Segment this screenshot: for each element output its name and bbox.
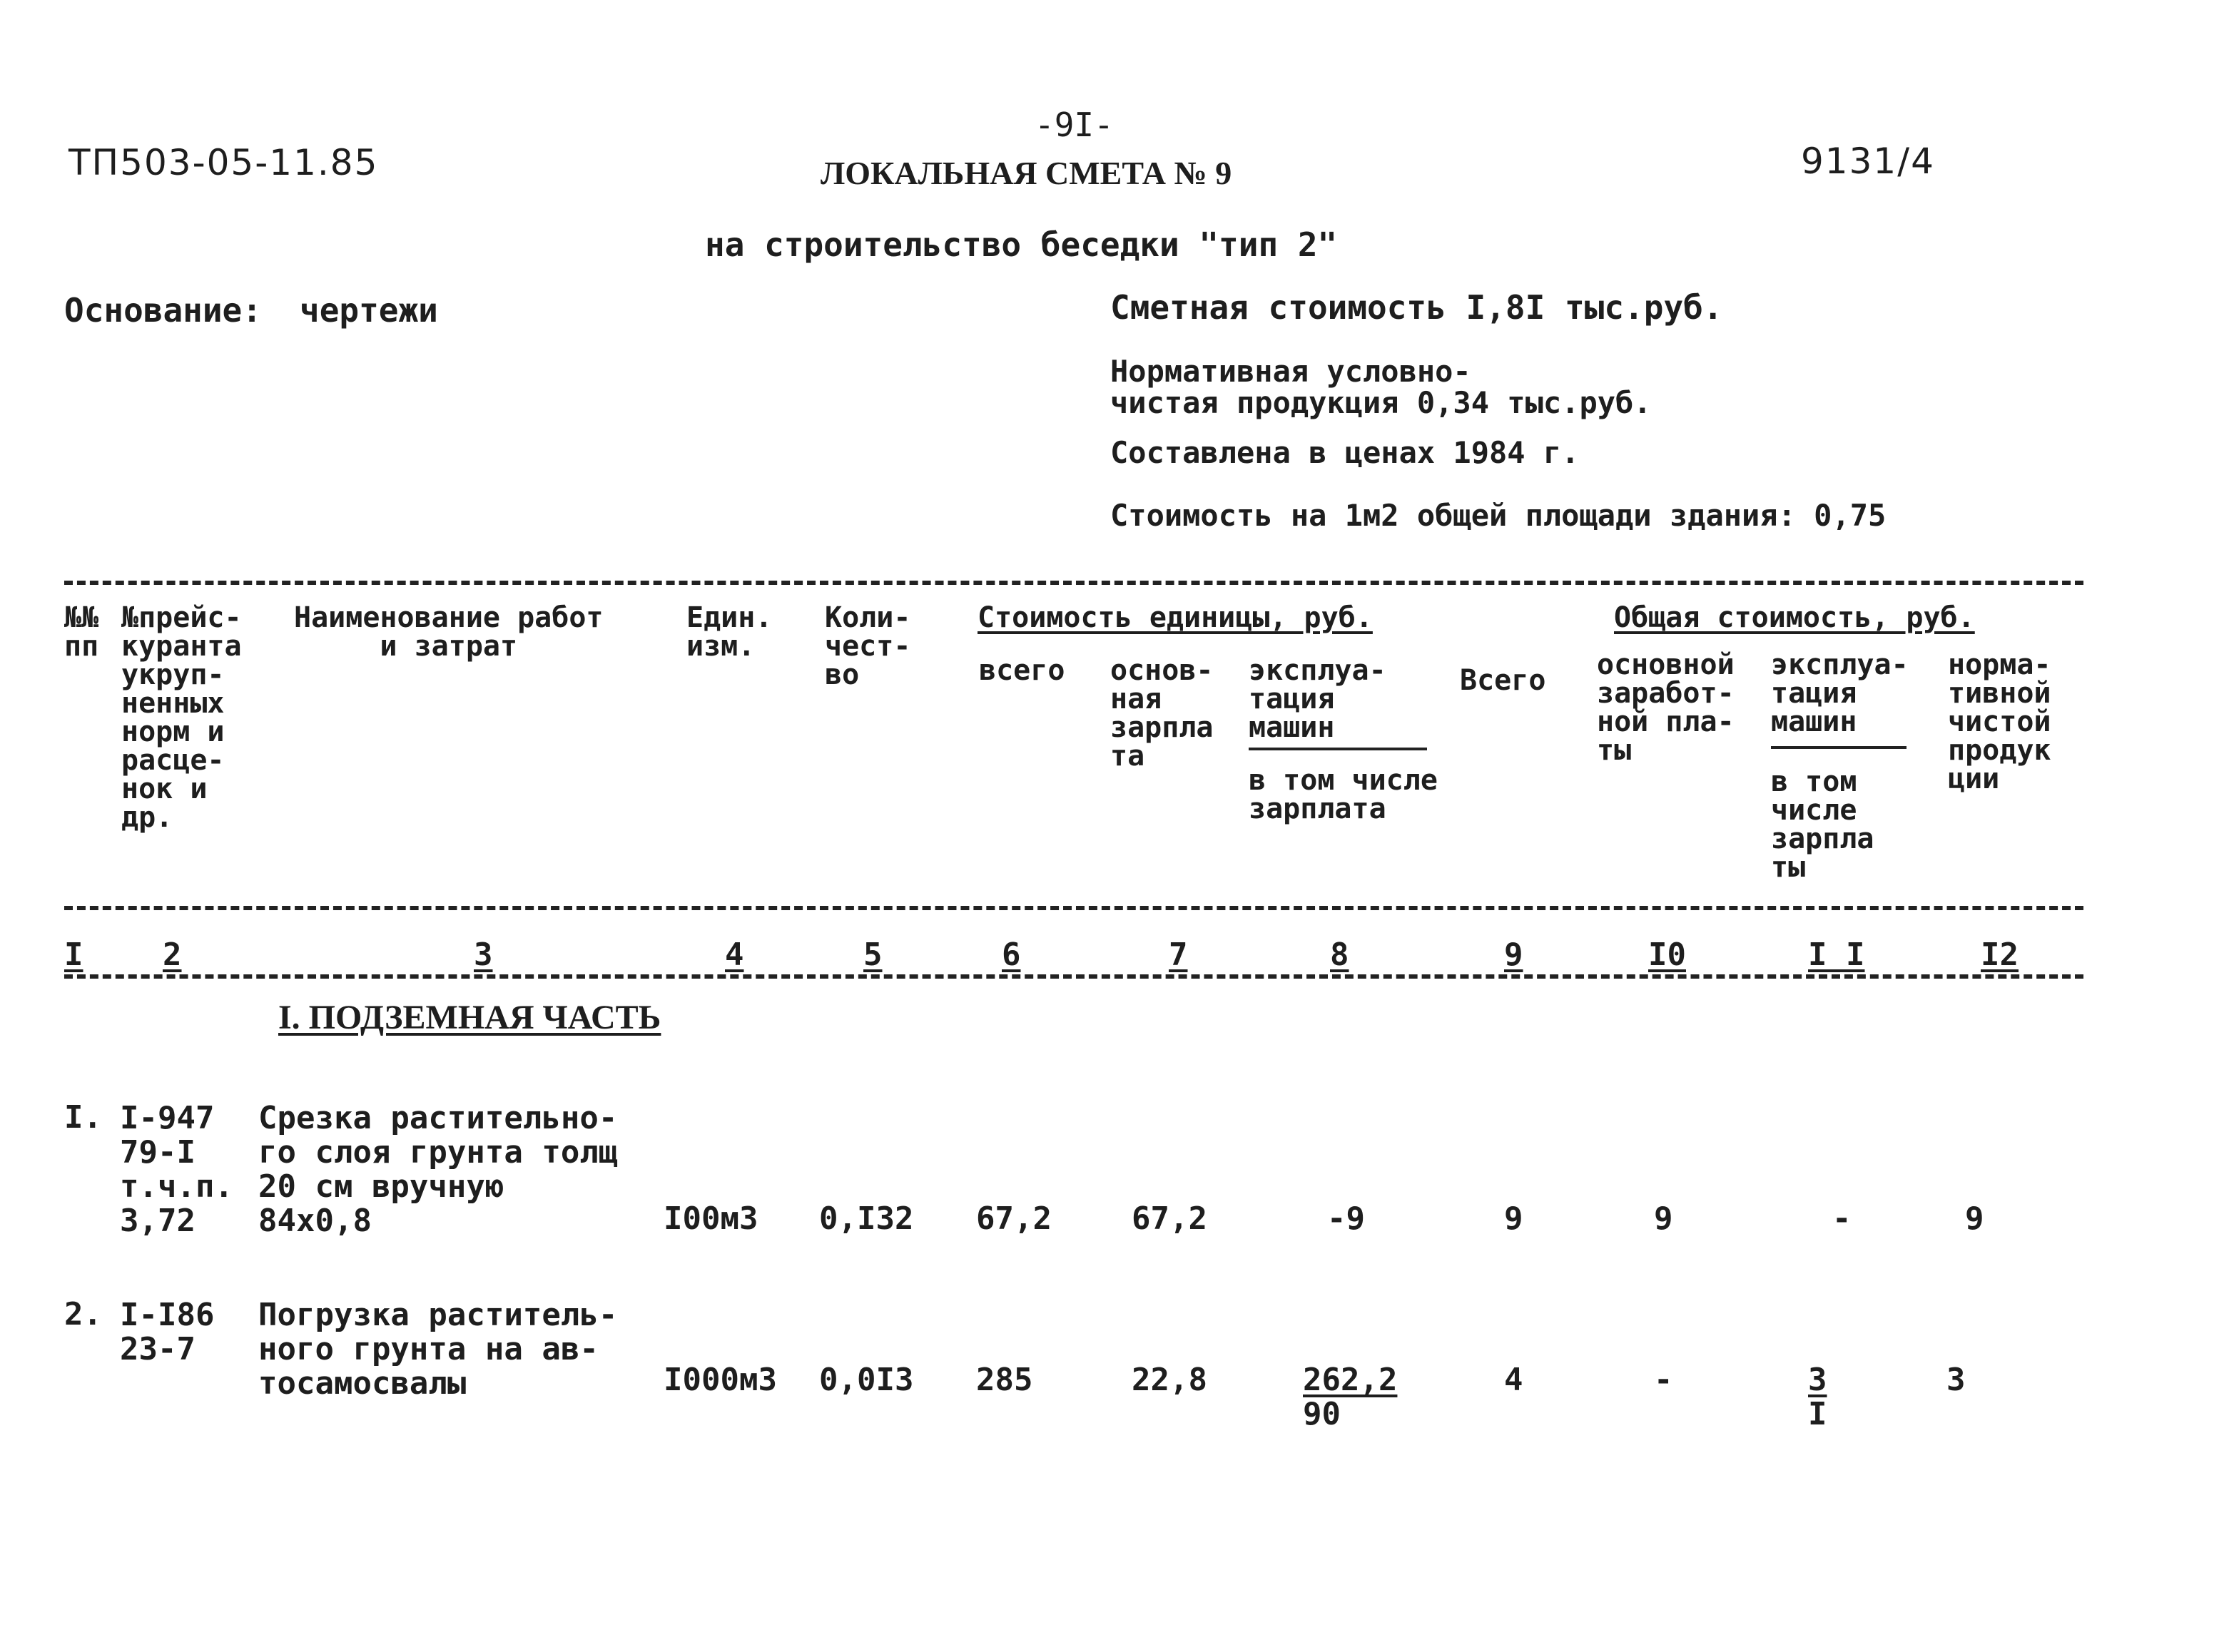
column-numbers-underline: [64, 974, 2083, 979]
column-number: 8: [1330, 937, 1349, 973]
col-header-price-code: №прейс- куранта укруп- ненных норм и расце- нок и др.: [121, 601, 242, 834]
row-2-work-name: Погрузка раститель- ного грунта на ав- тосамосвалы: [258, 1297, 618, 1402]
total-cost-group-header: Общая стоимость, руб.: [1614, 601, 1975, 634]
row-1-normative: 9: [1965, 1200, 1984, 1237]
col-header-total-wage: основной заработ- ной пла- ты: [1597, 648, 1735, 767]
row-2-unit-machine: 262,2: [1303, 1362, 1398, 1398]
table-top-divider: [64, 581, 2083, 585]
row-2-total-machine: 3: [1808, 1362, 1827, 1398]
row-2-normative: 3: [1946, 1362, 1966, 1398]
row-2-unit-wage: 22,8: [1132, 1362, 1207, 1398]
basis-value: чертежи: [300, 291, 438, 330]
estimated-cost: Сметная стоимость I,8I тыс.руб.: [1110, 288, 1723, 327]
row-2-quantity: 0,0I3: [819, 1362, 914, 1398]
row-1-unit-machine: -9: [1327, 1200, 1365, 1237]
row-2-total-wage: -: [1654, 1362, 1673, 1398]
col-header-unit: Един. изм.: [686, 601, 773, 663]
row-2-number: 2.: [64, 1296, 102, 1332]
row-2-price-code: I-I86 23-7: [120, 1297, 215, 1367]
unit-machine-divider: [1249, 748, 1427, 750]
col-header-total: Всего: [1460, 664, 1546, 697]
row-1-total: 9: [1504, 1200, 1523, 1237]
row-1-total-wage: 9: [1654, 1200, 1673, 1237]
row-1-unit-total: 67,2: [976, 1200, 1052, 1237]
col-header-unit-total: всего: [979, 654, 1065, 687]
row-1-quantity: 0,I32: [819, 1200, 914, 1237]
basis-label: Основание:: [64, 291, 262, 330]
column-number: 9: [1504, 937, 1523, 973]
col-header-work-name: Наименование работ и затрат: [294, 601, 604, 663]
normative-line-2: чистая продукция 0,34 тыс.руб.: [1110, 385, 1652, 420]
row-1-price-code: I-947 79-I т.ч.п. 3,72: [120, 1100, 233, 1239]
table-header-divider: [64, 906, 2083, 910]
col-header-unit-machine-wage: в том числе зарплата: [1249, 764, 1438, 825]
col-header-quantity: Коли- чест- во: [825, 601, 911, 691]
archive-number: 9131/4: [1801, 141, 1935, 182]
column-number: 3: [474, 937, 493, 973]
col-header-total-machine: эксплуа- тация машин: [1771, 648, 1909, 738]
row-2-unit-machine-wage: 90: [1303, 1396, 1341, 1432]
column-number: I0: [1648, 937, 1686, 973]
column-number: 4: [725, 937, 744, 973]
page-title: ЛОКАЛЬНАЯ СМЕТА № 9: [821, 155, 1232, 191]
row-2-total-machine-wage: I: [1808, 1396, 1827, 1432]
column-number: 2: [163, 937, 182, 973]
row-1-total-machine: -: [1832, 1200, 1852, 1237]
row-1-number: I.: [64, 1099, 102, 1136]
page-number: -9I-: [1035, 106, 1114, 144]
row-1-unit: I00м3: [664, 1200, 758, 1237]
column-number: I2: [1981, 937, 2019, 973]
column-number: 5: [863, 937, 883, 973]
row-2-unit-total: 285: [976, 1362, 1033, 1398]
section-title: I. ПОДЗЕМНАЯ ЧАСТЬ: [278, 999, 661, 1036]
row-2-unit: I000м3: [664, 1362, 777, 1398]
row-2-total: 4: [1504, 1362, 1523, 1398]
col-header-normative: норма- тивной чистой продук ции: [1948, 648, 2051, 795]
normative-line-1: Нормативная условно-: [1110, 354, 1471, 389]
column-number: 7: [1169, 937, 1188, 973]
total-machine-divider: [1771, 746, 1907, 749]
estimate-subtitle: на строительство беседки "тип 2": [705, 225, 1338, 264]
col-header-unit-wage: основ- ная зарпла та: [1110, 654, 1214, 773]
col-header-number: №№ пп: [64, 601, 99, 663]
row-1-work-name: Срезка растительно- го слоя грунта толщ 20 см вручную 84х0,8: [258, 1100, 618, 1239]
col-header-total-machine-wage: в том числе зарпла ты: [1771, 765, 1874, 884]
unit-cost-group-header: Стоимость единицы, руб.: [978, 601, 1373, 634]
column-number: I I: [1808, 937, 1865, 973]
column-number: I: [64, 937, 83, 973]
col-header-unit-machine: эксплуа- тация машин: [1249, 654, 1386, 744]
prices-year: Составлена в ценах 1984 г.: [1110, 435, 1580, 470]
column-number: 6: [1002, 937, 1021, 973]
cost-per-m2: Стоимость на 1м2 общей площади здания: 0,75: [1110, 498, 1887, 533]
row-1-unit-wage: 67,2: [1132, 1200, 1207, 1237]
document-code: ТП503-05-11.85: [68, 142, 379, 183]
